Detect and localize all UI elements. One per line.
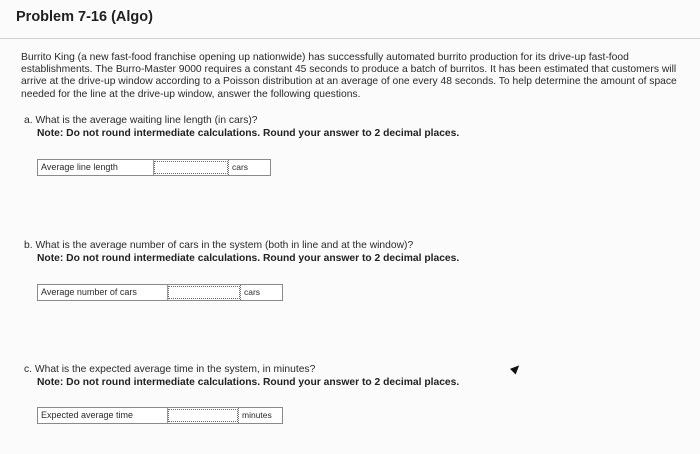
question-b (24, 240, 664, 265)
problem-intro: Burrito King (a new fast-food franchise opening up nationwide) has successfully automated burrito production for its drive-up fast-food establishments. The Burro-Master 9000 requires a constant 45 seconds to produce a batch of burritos. It has been estimated that customers will arrive at the drive-up window according to a Poisson distribution at an average of one every 48 seconds. To help determine the amount of space needed for the line at the drive-up window, answer the following questions. (21, 52, 677, 100)
answer-c-label: Expected average time (38, 408, 168, 423)
answer-c-input[interactable] (168, 409, 238, 422)
answer-row-c (37, 407, 283, 424)
answer-c-unit: minutes (238, 408, 282, 423)
question-b-prompt: b. What is the average number of cars in the system (both in line and at the window)? (24, 240, 414, 251)
question-a-note: Note: Do not round intermediate calculations. Round your answer to 2 decimal places. (37, 127, 460, 139)
question-a-prompt: a. What is the average waiting line length (in cars)? (24, 115, 258, 126)
question-a (24, 115, 664, 140)
answer-a-input[interactable] (154, 161, 228, 174)
answer-row-a (37, 159, 271, 176)
title-divider (0, 38, 700, 39)
answer-a-unit: cars (228, 160, 270, 175)
question-c-prompt: c. What is the expected average time in the system, in minutes? (24, 364, 316, 375)
answer-row-b (37, 284, 283, 301)
page-title: Problem 7-16 (Algo) (16, 9, 153, 25)
answer-b-label: Average number of cars (38, 285, 168, 300)
question-b-note: Note: Do not round intermediate calculations. Round your answer to 2 decimal places. (37, 252, 460, 264)
question-c-note: Note: Do not round intermediate calculations. Round your answer to 2 decimal places. (37, 376, 460, 388)
answer-a-label: Average line length (38, 160, 154, 175)
answer-b-input[interactable] (168, 286, 240, 299)
question-c (24, 364, 664, 389)
answer-b-unit: cars (240, 285, 282, 300)
